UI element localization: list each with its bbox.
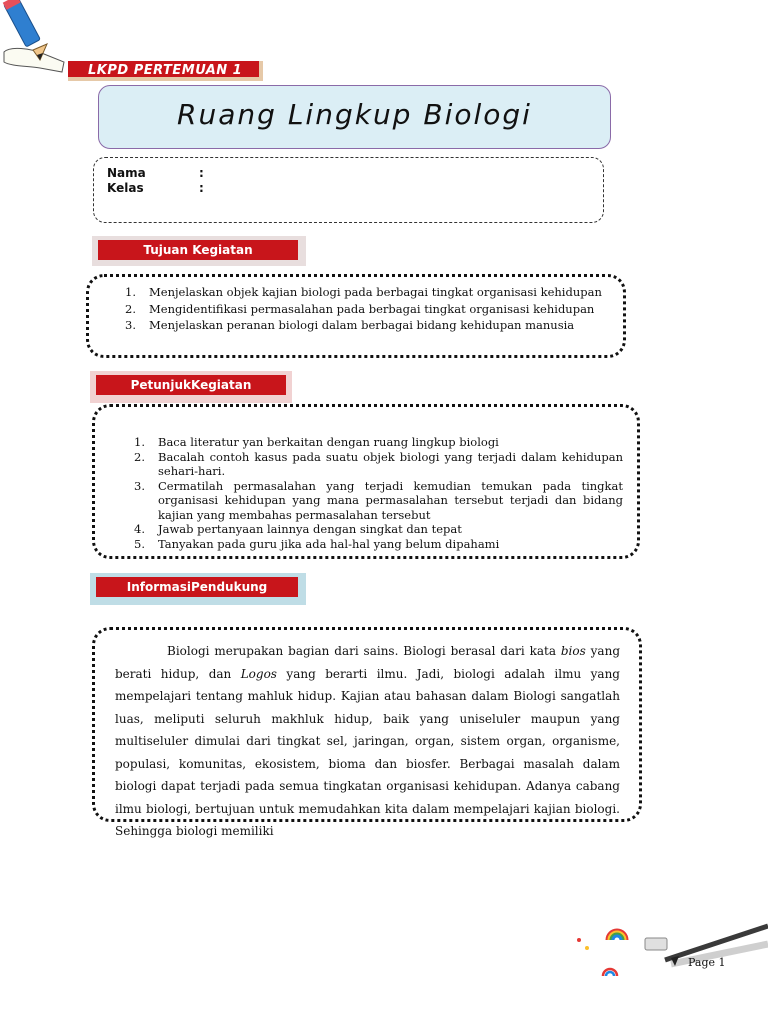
list-item: 1. Baca literatur yan berkaitan dengan ruang lingkup biologi [134,435,499,449]
lkpd-meeting-tab: LKPD PERTEMUAN 1 [68,61,263,81]
page-number: Page 1 [688,956,726,969]
nama-label: Nama [107,166,146,180]
list-item: 1. Menjelaskan objek kajian biologi pada berbagai tingkat organisasi kehidupan [125,285,602,299]
kelas-label: Kelas [107,181,144,195]
tujuan-list [125,285,603,333]
pencil-icon [0,0,70,80]
decorative-pencils-icon [575,920,768,1024]
informasi-label: InformasiPendukung [96,577,298,597]
list-item: 2. Bacalah contoh kasus pada suatu objek biologi yang terjadi dalam kehidupan sehari-hari. [134,449,623,478]
logos-term: Logos [240,666,277,681]
page-title: Ruang Lingkup Biologi [98,85,611,149]
kelas-row [107,181,204,195]
petunjuk-label-wrap [90,371,292,403]
nama-row [107,166,204,180]
list-item: 2. Mengidentifikasi permasalahan pada berbagai tingkat organisasi kehidupan [125,301,595,316]
petunjuk-list [134,435,623,551]
list-item: 3. Menjelaskan peranan biologi dalam berbagai bidang kehidupan manusia [125,318,575,332]
tujuan-label-wrap [92,236,306,266]
tujuan-label: Tujuan Kegiatan [98,240,298,260]
identity-box [93,157,604,223]
petunjuk-label: PetunjukKegiatan [96,375,286,395]
bios-term: bios [560,644,586,658]
informasi-box [92,627,642,838]
list-item: 4. Jawab pertanyaan lainnya dengan singkat dan tepat [134,522,462,536]
kelas-separator: : [199,181,204,195]
informasi-label-wrap [90,573,306,605]
informasi-paragraph: Biologi merupakan bagian dari sains. Biologi berasal dari kata bios yang berati hidup, dan Logos yang berarti ilmu. Jadi, biologi adalah ilmu yang mempelajari tentang mahluk hidup. Kajian atau bahasan dalam Biologi sangatlah luas, meliputi seluruh makhluk hidup, baik yang uniseluler maupun yang multiseluler dimulai dari tingkat sel, jaringan, organ, sistem organ, organisme, populasi, komunitas, ekosistem, bioma dan biosfer. Berbagai masalah dalam biologi dapat terjadi pada semua tingkatan organisasi kehidupan. Adanya cabang ilmu biologi, bertujuan untuk memudahkan kita dalam mempelajari kajian biologi. Sehingga biologi memiliki [115,644,620,838]
list-item: 5. Tanyakan pada guru jika ada hal-hal yang belum dipahami [134,536,500,551]
list-item: 3. Cermatilah permasalahan yang terjadi kemudian temukan pada tingkat organisasi kehidupan yang mana permasalahan tersebut terjadi dan bidang kajian yang membahas permasalahan tersebut [134,478,623,522]
petunjuk-box [92,404,640,559]
nama-separator: : [199,166,204,180]
tujuan-box [86,274,626,358]
